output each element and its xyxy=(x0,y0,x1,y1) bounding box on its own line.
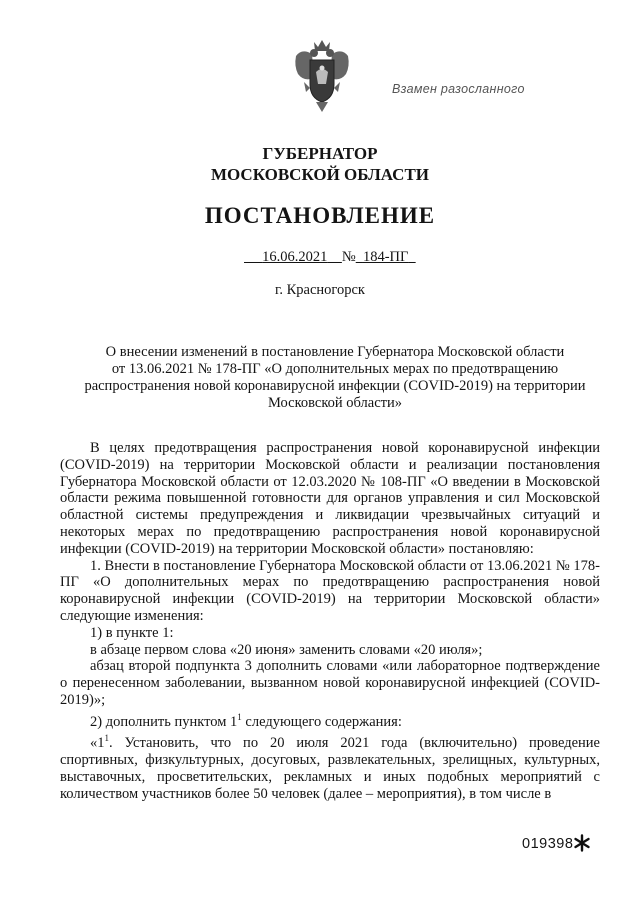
document-date: 16.06.2021 xyxy=(262,249,328,265)
document-number: 184-ПГ xyxy=(362,249,409,265)
clause-paragraph: абзац второй подпункта 3 дополнить словами «или лабораторное подтверждение о перенесенном заболевании, вызванном новой коронавирусной инфекцией (COVID-2019)»; xyxy=(60,658,600,708)
serial-number: 019398 xyxy=(522,836,574,852)
clause-paragraph: 1. Внести в постановление Губернатора Московской области от 13.06.2021 № 178-ПГ «О дополнительных мерах по предотвращению распространения новой коронавирусной инфекции (COVID-2019) на территории Московской области» следующие изменения: xyxy=(60,557,600,624)
subject-line: от 13.06.2021 № 178-ПГ «О дополнительных мерах по предотвращению xyxy=(111,361,559,377)
document-body xyxy=(60,440,600,802)
asterisk-icon xyxy=(573,834,591,852)
clause-paragraph: 1) в пункте 1: xyxy=(90,624,174,641)
document-subject xyxy=(70,344,600,412)
clause-paragraph: «$1^1$. Установить, что по 20 июля 2021 года (включительно) проведение спортивных, физкультурных, досуговых, развлекательных, зрелищных, культурных, выставочных, просветительских, рекламных и иных подобных мероприятий с количеством участников более 50 человек (далее – мероприятия), в том числе в xyxy=(60,733,600,802)
preamble-paragraph: В целях предотвращения распространения новой коронавирусной инфекции (COVID-2019) на территории Московской области и реализации постановления Губернатора Московской области от 12.03.2020 № 108-ПГ «О введении в Московской области режима повышенной готовности для органов управления и сил Московской областной системы предупреждения и ликвидации чрезвычайных ситуаций и некоторых мерах по предотвращению распространения новой коронавирусной инфекции (COVID-2019) на территории Московской области» постановляю: xyxy=(60,440,600,557)
subject-line: О внесении изменений в постановление Губернатора Московской области xyxy=(105,344,565,360)
registration-line xyxy=(244,249,416,266)
coat-of-arms-icon xyxy=(292,38,352,116)
replacement-note: Взамен разосланного xyxy=(392,82,525,96)
number-sign: № xyxy=(341,249,356,265)
document-type: ПОСТАНОВЛЕНИЕ xyxy=(204,203,436,228)
subject-line: Московской области» xyxy=(268,395,402,411)
document-city: г. Красногорск xyxy=(275,282,365,298)
authority-title-line1: ГУБЕРНАТОР xyxy=(262,144,378,163)
authority-title-line2: МОСКОВСКОЙ ОБЛАСТИ xyxy=(210,165,430,184)
clause-paragraph: 2) дополнить пунктом $1^1$ следующего содержания: xyxy=(90,711,402,730)
subject-line: распространения новой коронавирусной инфекции (COVID-2019) на территории xyxy=(84,378,586,394)
clause-paragraph: в абзаце первом слова «20 июня» заменить словами «20 июля»; xyxy=(90,641,483,658)
